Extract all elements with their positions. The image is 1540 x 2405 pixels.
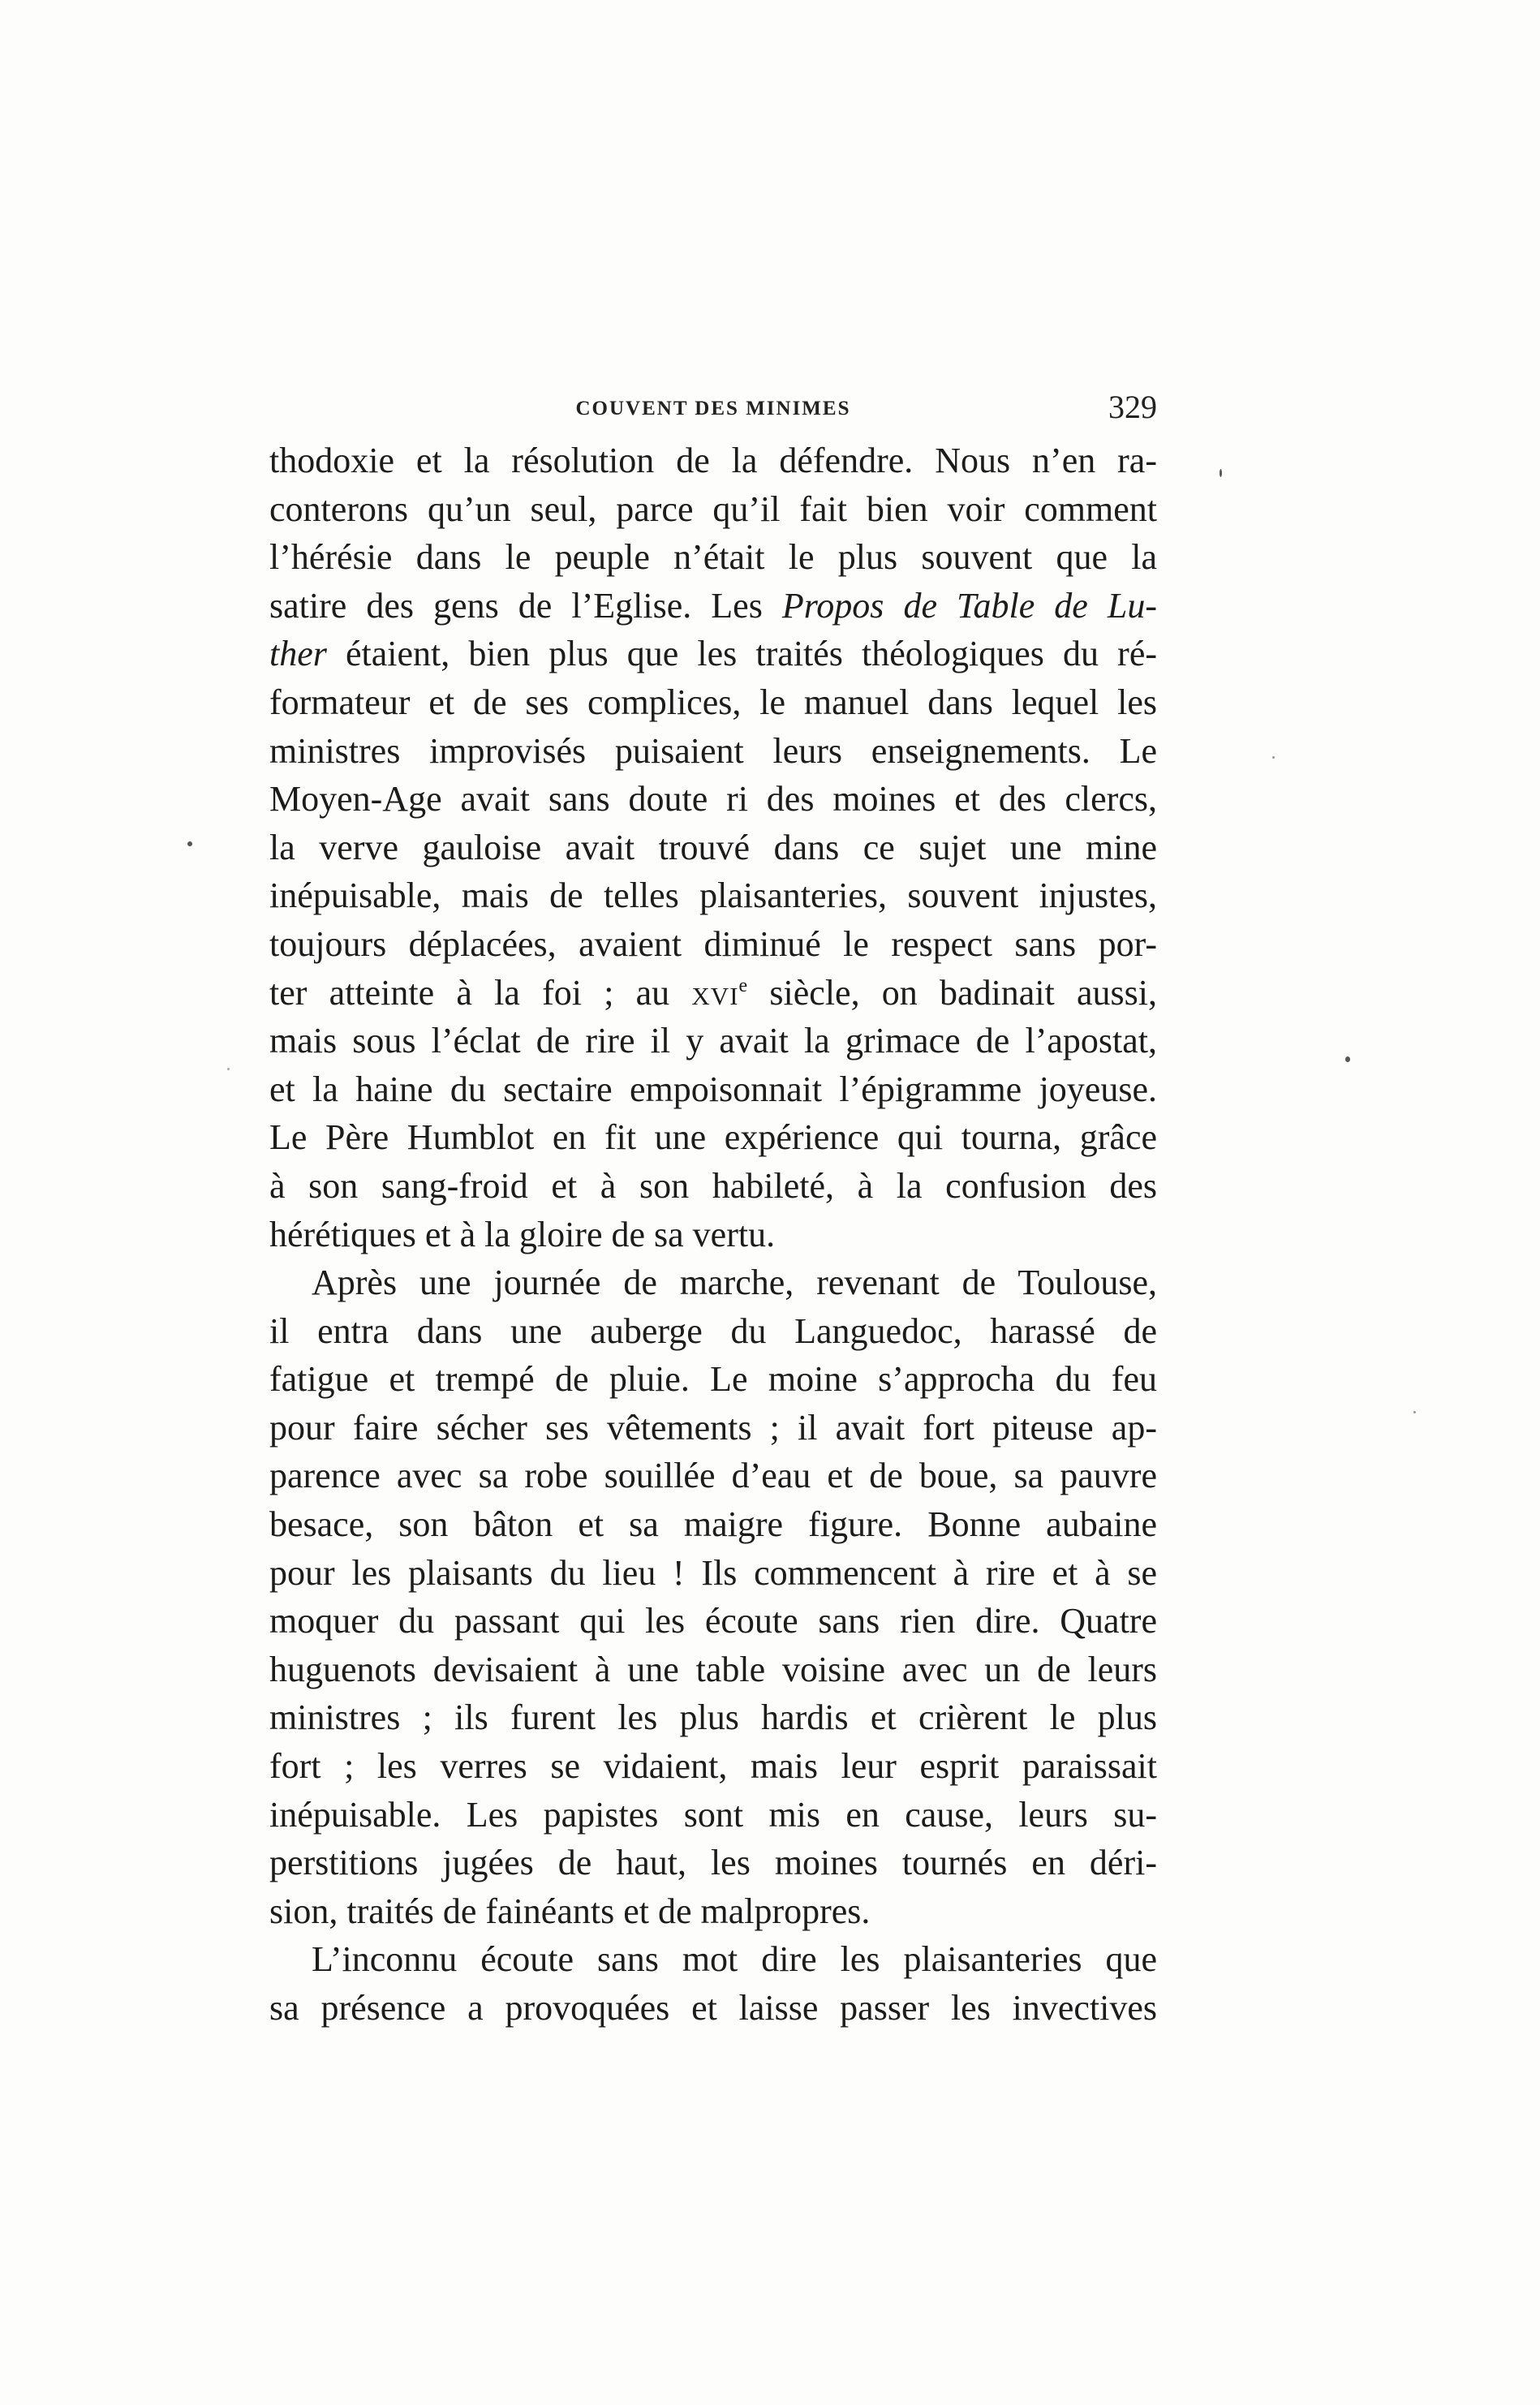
text-line [269,630,1157,678]
text-line: L’inconnu écoute sans mot dire les plaisanteries que [312,1939,1157,1980]
text-line: Le Père Humblot en fit une expérience qui tourna, grâce [269,1117,1157,1158]
text-line [269,969,1157,1018]
italic-title: ther [269,634,327,674]
text-line: l’hérésie dans le peuple n’était le plus souvent que la [269,537,1157,578]
text-line: fort ; les verres se vidaient, mais leur esprit paraissait [269,1746,1157,1787]
text-line: huguenots devisaient à une table voisine avec un de leurs [269,1649,1157,1689]
running-head: COUVENT DES MINIMES [575,398,851,419]
text-line: toujours déplacées, avaient diminué le respect sans por- [269,923,1157,964]
text-line: mais sous l’éclat de rire il y avait la grimace de l’apostat, [269,1021,1157,1061]
italic-title: Propos de Table de Lu- [781,585,1157,626]
text-span: étaient, bien plus que les traités théologiques du ré- [326,634,1157,674]
text-line: il entra dans une auberge du Languedoc, harassé de [269,1310,1157,1351]
text-line: formateur et de ses complices, le manuel dans lequel les [269,682,1157,722]
scan-speck [227,1068,230,1070]
page-header [269,389,1157,435]
text-line: et la haine du sectaire empoisonnait l’épigramme joyeuse. [269,1069,1157,1109]
text-line: thodoxie et la résolution de la défendre. Nous n’en ra- [269,441,1157,480]
text-line: inépuisable. Les papistes sont mis en cause, leurs su- [269,1794,1157,1835]
text-line: hérétiques et à la gloire de sa vertu. [269,1214,776,1254]
superscript: e [738,974,748,996]
scan-speck [187,841,192,846]
text-line: perstitions jugées de haut, les moines tournés en déri- [269,1843,1157,1883]
text-line: sion, traités de fainéants et de malpropres. [269,1891,871,1931]
text-line: ministres ; ils furent les plus hardis et crièrent le plus [269,1697,1157,1738]
text-line: moquer du passant qui les écoute sans rien dire. Quatre [269,1601,1157,1641]
scan-speck [1413,1411,1416,1413]
scan-speck [1220,469,1222,477]
body-text [269,437,1157,2033]
text-span: satire des gens de l’Eglise. Les [269,585,782,626]
text-line: pour les plaisants du lieu ! Ils commencent à rire et à se [269,1552,1157,1593]
page-number: 329 [1108,389,1157,425]
text-line: parence avec sa robe souillée d’eau et de boue, sa pauvre [269,1456,1157,1496]
century-numeral: xvi [691,972,739,1013]
text-span: ter atteinte à la foi ; au [269,972,692,1013]
text-line: pour faire sécher ses vêtements ; il avait fort piteuse ap- [269,1407,1157,1448]
text-line: besace, son bâton et sa maigre figure. Bonne aubaine [269,1504,1157,1545]
text-line: ministres improvisés puisaient leurs enseignements. Le [269,730,1157,771]
scan-speck [1272,756,1275,759]
text-line: fatigue et trempé de pluie. Le moine s’approcha du feu [269,1359,1157,1400]
text-line: sa présence a provoquées et laisse passer les invectives [269,1988,1157,2028]
text-line: la verve gauloise avait trouvé dans ce sujet une mine [269,827,1157,867]
text-line: inépuisable, mais de telles plaisanteries, souvent injustes, [269,876,1157,916]
text-line: à son sang-froid et à son habileté, à la confusion des [269,1165,1157,1206]
scan-speck [1345,1056,1350,1062]
text-line: conterons qu’un seul, parce qu’il fait bien voir comment [269,488,1157,529]
text-line: Après une journée de marche, revenant de Toulouse, [312,1263,1157,1303]
text-span: siècle, on badinait aussi, [747,972,1157,1013]
text-line [269,582,1157,630]
text-line: Moyen-Age avait sans doute ri des moines et des clercs, [269,779,1157,820]
